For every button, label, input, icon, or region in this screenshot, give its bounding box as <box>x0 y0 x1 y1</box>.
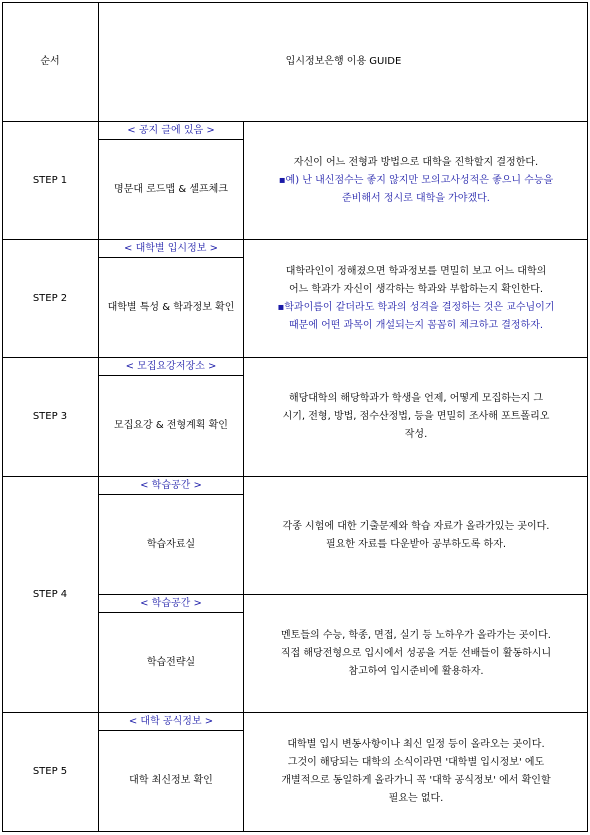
menu-name: 대학별 특성 & 학과정보 확인 <box>107 301 235 313</box>
desc-line: 어느 학과가 자신이 생각하는 학과와 부합하는지 확인한다. <box>288 283 544 295</box>
section-tag: < 학습공간 > <box>140 479 202 491</box>
desc-line: 참고하여 입시준비에 활용하자. <box>348 665 484 677</box>
desc-example-line: ▪예) 난 내신점수는 좋지 않지만 모의고사성적은 좋으니 수능을 <box>278 174 554 186</box>
desc-line: 필요는 없다. <box>388 793 444 804</box>
menu-name: 명문대 로드맵 & 셀프체크 <box>114 183 228 195</box>
section-tag: < 학습공간 > <box>140 597 202 609</box>
step-description <box>244 358 588 476</box>
header-title: 입시정보은행 이용 GUIDE <box>285 55 402 67</box>
step-label: STEP 4 <box>32 588 68 600</box>
desc-example-line: 준비해서 정시로 대학을 가야겠다. <box>342 192 490 204</box>
menu-name: 모집요강 & 전형계획 확인 <box>114 420 228 431</box>
desc-line: 대학라인이 정해졌으면 학과정보를 면밀히 보고 어느 대학의 <box>285 265 547 277</box>
desc-line: 대학별 입시 변동사항이나 최신 일정 등이 올라오는 곳이다. <box>287 739 545 750</box>
menu-name: 학습전략실 <box>146 656 196 668</box>
step-label: STEP 2 <box>32 292 68 304</box>
step-description <box>244 122 588 239</box>
desc-line: 작성. <box>404 429 428 440</box>
step-label: STEP 5 <box>32 766 68 777</box>
desc-line: 개별적으로 동일하게 올라가니 꼭 '대학 공식정보' 에서 확인할 <box>281 775 551 786</box>
step-description <box>244 595 588 712</box>
section-tag: < 공지 글에 있음 > <box>127 124 215 136</box>
step-description <box>244 713 588 831</box>
section-tag: < 대학 공식정보 > <box>128 715 214 727</box>
desc-line: 해당대학의 해당학과가 학생을 언제, 어떻게 모집하는지 그 <box>288 393 544 404</box>
menu-name: 학습자료실 <box>146 538 196 550</box>
desc-line: 멘토들의 수능, 학종, 면접, 실기 등 노하우가 올라가는 곳이다. <box>281 629 551 641</box>
desc-example-line: ▪학과이름이 같더라도 학과의 성격을 결정하는 것은 교수님이기 <box>277 301 555 313</box>
header-order: 순서 <box>40 55 60 67</box>
step-label: STEP 3 <box>32 411 68 422</box>
menu-name: 대학 최신정보 확인 <box>129 775 213 786</box>
step-description <box>244 240 588 357</box>
step-description <box>244 477 588 594</box>
desc-line: 필요한 자료를 다운받아 공부하도록 하자. <box>325 538 507 550</box>
desc-example-line: 때문에 어떤 과목이 개설되는지 꼼꼼히 체크하고 결정하자. <box>288 319 544 331</box>
desc-line: 각종 시험에 대한 기출문제와 학습 자료가 올라가있는 곳이다. <box>282 520 550 532</box>
desc-line: 그것이 해당되는 대학의 소식이라면 '대학별 입시정보' 에도 <box>287 757 545 768</box>
section-tag: < 대학별 입시정보 > <box>124 242 218 254</box>
desc-line: 직접 해당전형으로 입시에서 성공을 거둔 선배들이 활동하시니 <box>280 647 552 659</box>
desc-line: 자신이 어느 전형과 방법으로 대학을 진학할지 결정한다. <box>293 156 539 168</box>
desc-line: 시기, 전형, 방법, 점수산정법, 등을 면밀히 조사해 포트폴리오 <box>282 411 550 422</box>
section-tag: < 모집요강저장소 > <box>125 360 217 372</box>
step-label: STEP 1 <box>32 174 68 186</box>
